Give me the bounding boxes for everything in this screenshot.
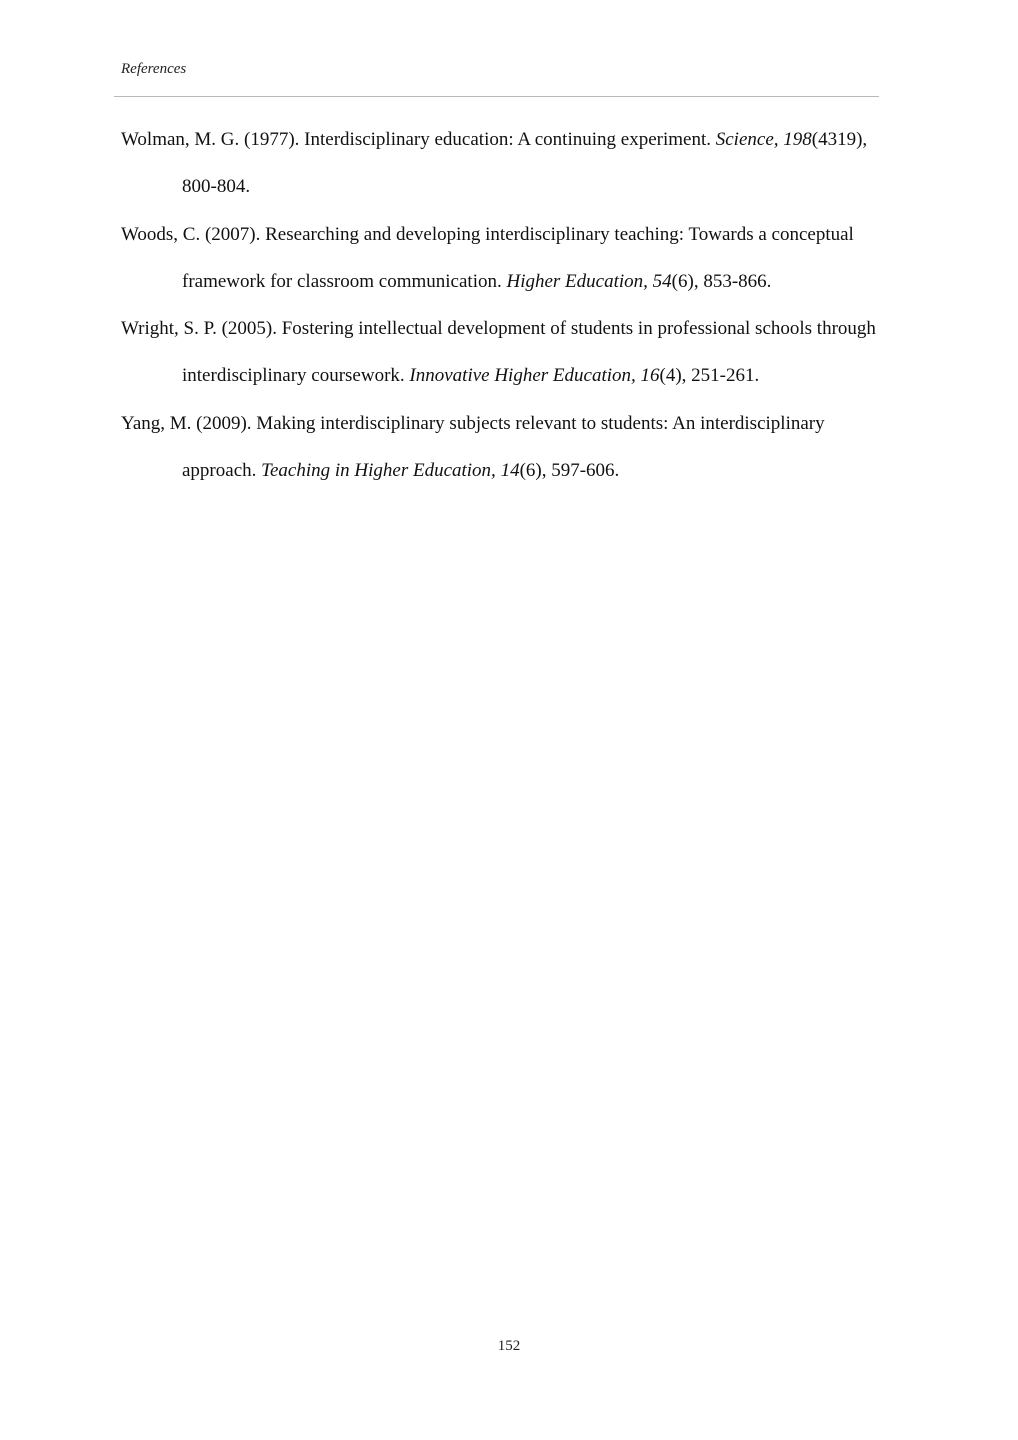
volume: 14 (500, 460, 520, 482)
journal-title: Innovative Higher Education, (409, 365, 636, 387)
reference-text: Woods, C. (2007). Researching and developing interdisciplinary teaching: Towards a conceptual framework for classroom communication. (121, 223, 854, 292)
reference-entry-woods (121, 211, 896, 306)
issue-pages: (4319), 800-804. (182, 129, 868, 198)
running-header: References (121, 61, 187, 77)
reference-entry-yang (121, 400, 896, 495)
reference-text: Yang, M. (2009). Making interdisciplinary subjects relevant to students: An interdisciplinary approach. (121, 412, 825, 482)
reference-entry-wolman (121, 116, 896, 211)
journal-title: Science, (715, 129, 779, 150)
volume: 16 (640, 365, 660, 387)
journal-title: Higher Education, (506, 270, 648, 292)
reference-text: Wright, S. P. (2005). Fostering intellectual development of students in professional schools through interdisciplinary coursework. (121, 318, 876, 387)
issue-pages: (6), 853-866. (671, 270, 772, 292)
page-number: 152 (497, 1338, 521, 1354)
reference-list (121, 116, 896, 494)
issue-pages: (6), 597-606. (519, 460, 620, 482)
volume: 54 (652, 270, 672, 292)
header-divider (114, 96, 879, 97)
volume: 198 (783, 129, 812, 150)
issue-pages: (4), 251-261. (659, 365, 760, 387)
journal-title: Teaching in Higher Education, (261, 460, 496, 482)
reference-text: Wolman, M. G. (1977). Interdisciplinary education: A continuing experiment. (121, 129, 716, 150)
reference-entry-wright (121, 305, 896, 400)
